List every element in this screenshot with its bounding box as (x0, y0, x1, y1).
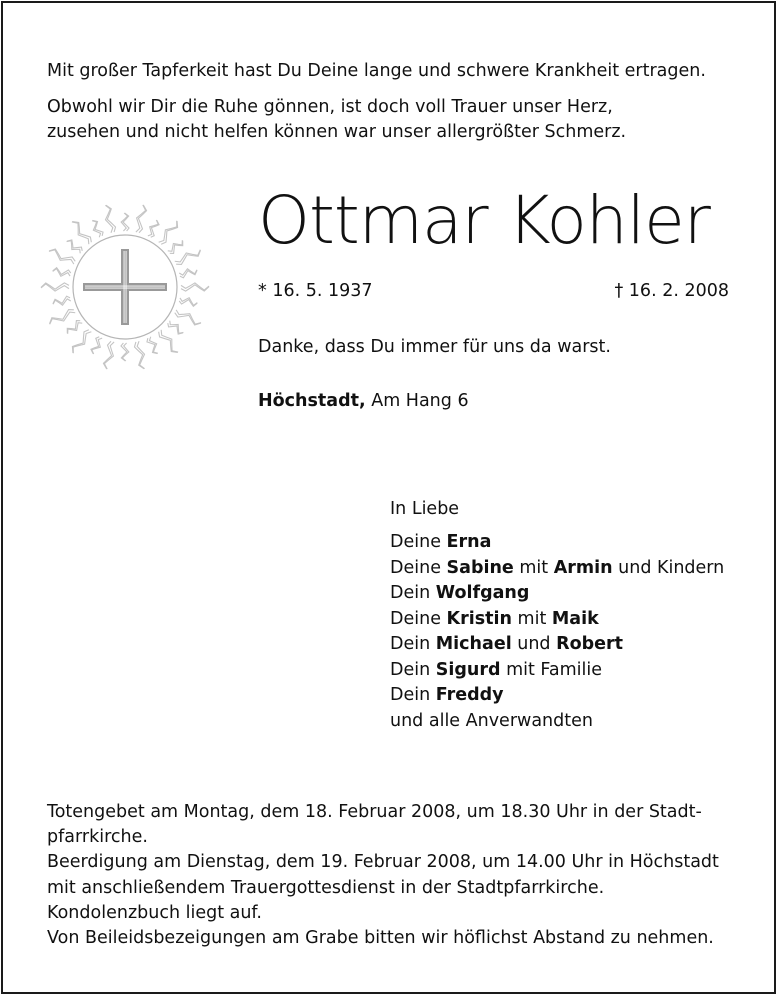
mourner-line (390, 581, 529, 606)
sun-ray (159, 221, 177, 242)
mourner-text: Dein (390, 659, 436, 680)
sun-ray (106, 205, 116, 232)
address-street: Am Hang 6 (371, 391, 469, 411)
notice-line: mit anschließendem Trauergottesdienst in der Stadtpfarrkirche. (47, 877, 605, 898)
sun-ray (134, 342, 144, 369)
intro-line-3: zusehen und nicht helfen können war unser allergrößter Schmerz. (47, 122, 627, 142)
sun-ray (180, 270, 197, 278)
mourner-line (390, 530, 491, 555)
mourner-name: Sigurd (435, 659, 501, 680)
mourner-name: Wolfgang (435, 583, 530, 603)
intro-line-2: Obwohl wir Dir die Ruhe gönnen, ist doch voll Trauer unser Herz, (47, 97, 613, 117)
mourner-name: Michael (435, 634, 512, 654)
sun-ray (149, 337, 157, 354)
mourner-text: und (511, 634, 557, 654)
mourner-text: und alle Anverwandten (390, 710, 593, 731)
mourner-name: Armin (553, 557, 613, 578)
mourner-name: Kristin (446, 608, 512, 629)
sun-ray (104, 342, 114, 369)
mourner-name: Sabine (446, 557, 514, 578)
notice-line: Beerdigung am Dienstag, dem 19. Februar 2008, um 14.00 Uhr in Höchstadt (47, 852, 719, 873)
mourner-text: Deine (390, 557, 447, 578)
mourner-text: Dein (390, 583, 436, 603)
mourner-text: mit Familie (500, 659, 602, 680)
mourner-name: Erna (446, 532, 492, 552)
mourners-intro: In Liebe (390, 499, 460, 519)
sun-ray (136, 205, 146, 232)
mourner-text: Deine (390, 608, 447, 629)
sun-ray (72, 222, 89, 244)
sun-ray (73, 332, 91, 353)
sun-ray (137, 341, 144, 368)
sun-ray (53, 296, 70, 304)
mourner-line (390, 658, 602, 683)
mourner-line (390, 632, 623, 657)
sun-ray (122, 343, 129, 361)
sun-ray (41, 284, 69, 291)
mourner-text: Dein (390, 685, 436, 705)
notice-line: Kondolenzbuch liegt auf. (47, 902, 262, 923)
mourner-line (390, 683, 504, 708)
mourner-text: Dein (390, 634, 436, 654)
mourner-text: und Kindern (612, 557, 725, 578)
sun-ray (92, 221, 100, 238)
intro-line-1: Mit großer Tapferkeit hast Du Deine lange und schwere Krankheit ertragen. (47, 61, 706, 81)
deceased-name: Ottmar Kohler (258, 182, 710, 259)
sun-ray (121, 213, 128, 231)
notice-line: Totengebet am Montag, dem 18. Februar 2008, um 18.30 Uhr in der Stadt- (47, 802, 702, 822)
sun-ray (105, 205, 112, 232)
mourner-line (390, 556, 724, 581)
mourner-line (390, 607, 599, 632)
mourner-name: Freddy (435, 685, 504, 705)
sun-ray (53, 269, 70, 277)
obituary-frame (1, 1, 776, 994)
mourner-name: Maik (551, 608, 599, 629)
mourner-text: mit (513, 557, 554, 578)
sun-ray (181, 283, 209, 290)
sun-ray (161, 330, 178, 352)
death-date: † 16. 2. 2008 (614, 281, 729, 301)
mourner-line (390, 709, 593, 734)
mourner-text: Deine (390, 532, 447, 552)
mourner-name: Robert (556, 634, 623, 654)
sun-ray (180, 298, 197, 306)
notice-line: pfarrkirche. (47, 827, 148, 848)
mourner-text: mit (511, 608, 552, 629)
address-line (258, 389, 469, 414)
thanks-line: Danke, dass Du immer für uns da warst. (258, 337, 611, 357)
sun-cross-icon (39, 201, 211, 373)
address-city: Höchstadt, (258, 391, 366, 411)
notice-line: Von Beileidsbezeigungen am Grabe bitten wir höflichst Abstand zu nehmen. (47, 928, 714, 948)
birth-date: * 16. 5. 1937 (258, 281, 373, 301)
